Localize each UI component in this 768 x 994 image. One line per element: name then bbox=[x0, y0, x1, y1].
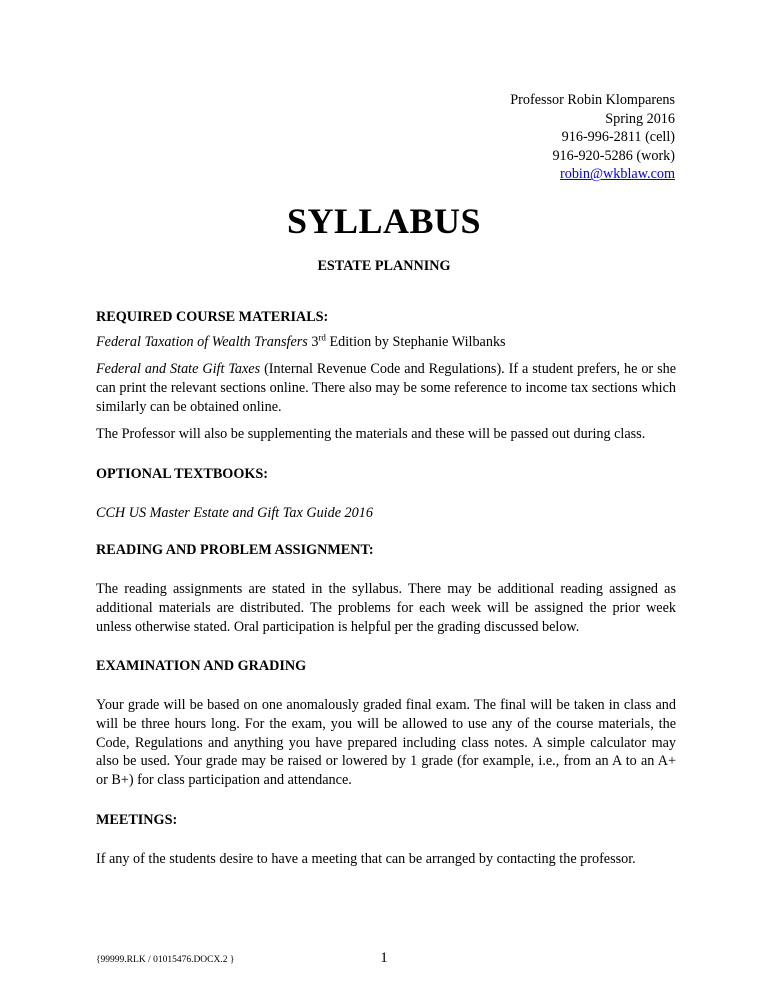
required-book-1-title: Federal Taxation of Wealth Transfers bbox=[96, 334, 308, 350]
optional-book-title: CCH US Master Estate and Gift Tax Guide 2016 bbox=[96, 505, 373, 521]
exam-text: Your grade will be based on one anomalously graded final exam. The final will be taken in class and will be three hours long. For the exam, you will be allowed to use any of the course materials, the Code, Regulations and anything you have prepared including class notes. A simple calculator may also be used. Your grade may be raised or lowered by 1 grade (for example, i.e., from an A to an A+ or B+) for class participation and attendance. bbox=[96, 697, 676, 789]
required-book-1-rest: Edition by Stephanie Wilbanks bbox=[325, 334, 506, 350]
supplement-note: The Professor will also be supplementing the materials and these will be passed out during class. bbox=[96, 426, 646, 442]
document-id: {99999.RLK / 01015476.DOCX.2 } bbox=[96, 955, 235, 965]
reading-text: The reading assignments are stated in the syllabus. There may be additional reading assigned as additional materials are distributed. The problems for each week will be assigned the prior week unless otherwise stated. Oral participation is helpful per the grading discussed below. bbox=[96, 581, 676, 635]
required-book-1 bbox=[96, 333, 676, 352]
course-subtitle: ESTATE PLANNING bbox=[317, 258, 451, 274]
cell-phone: 916-996-2811 (cell) bbox=[561, 129, 675, 146]
exam-heading: EXAMINATION AND GRADING bbox=[96, 658, 307, 674]
optional-textbooks-heading: OPTIONAL TEXTBOOKS: bbox=[96, 466, 269, 482]
edition-suffix: rd bbox=[318, 332, 326, 343]
email-link[interactable]: robin@wkblaw.com bbox=[560, 166, 675, 183]
reading-heading: READING AND PROBLEM ASSIGNMENT: bbox=[96, 542, 374, 558]
required-book-2 bbox=[96, 360, 676, 416]
professor-name: Professor Robin Klomparens bbox=[510, 92, 675, 108]
page-number: 1 bbox=[380, 950, 388, 966]
meetings-heading: MEETINGS: bbox=[96, 812, 178, 828]
meetings-text: If any of the students desire to have a meeting that can be arranged by contacting the professor. bbox=[96, 851, 636, 867]
required-materials-heading: REQUIRED COURSE MATERIALS: bbox=[96, 309, 329, 325]
contact-block bbox=[510, 91, 675, 184]
optional-book bbox=[96, 504, 676, 523]
edition-number: 3 bbox=[311, 334, 319, 350]
required-book-2-title: Federal and State Gift Taxes bbox=[96, 361, 261, 377]
page-title: SYLLABUS bbox=[286, 201, 482, 241]
term: Spring 2016 bbox=[605, 110, 675, 127]
work-phone: 916-920-5286 (work) bbox=[552, 147, 675, 164]
required-book-2-rest: (Internal Revenue Code and Regulations). If a student prefers, he or she can print the relevant sections online. There also may be some reference to income tax sections which similarly can be obtained online. bbox=[96, 361, 676, 415]
